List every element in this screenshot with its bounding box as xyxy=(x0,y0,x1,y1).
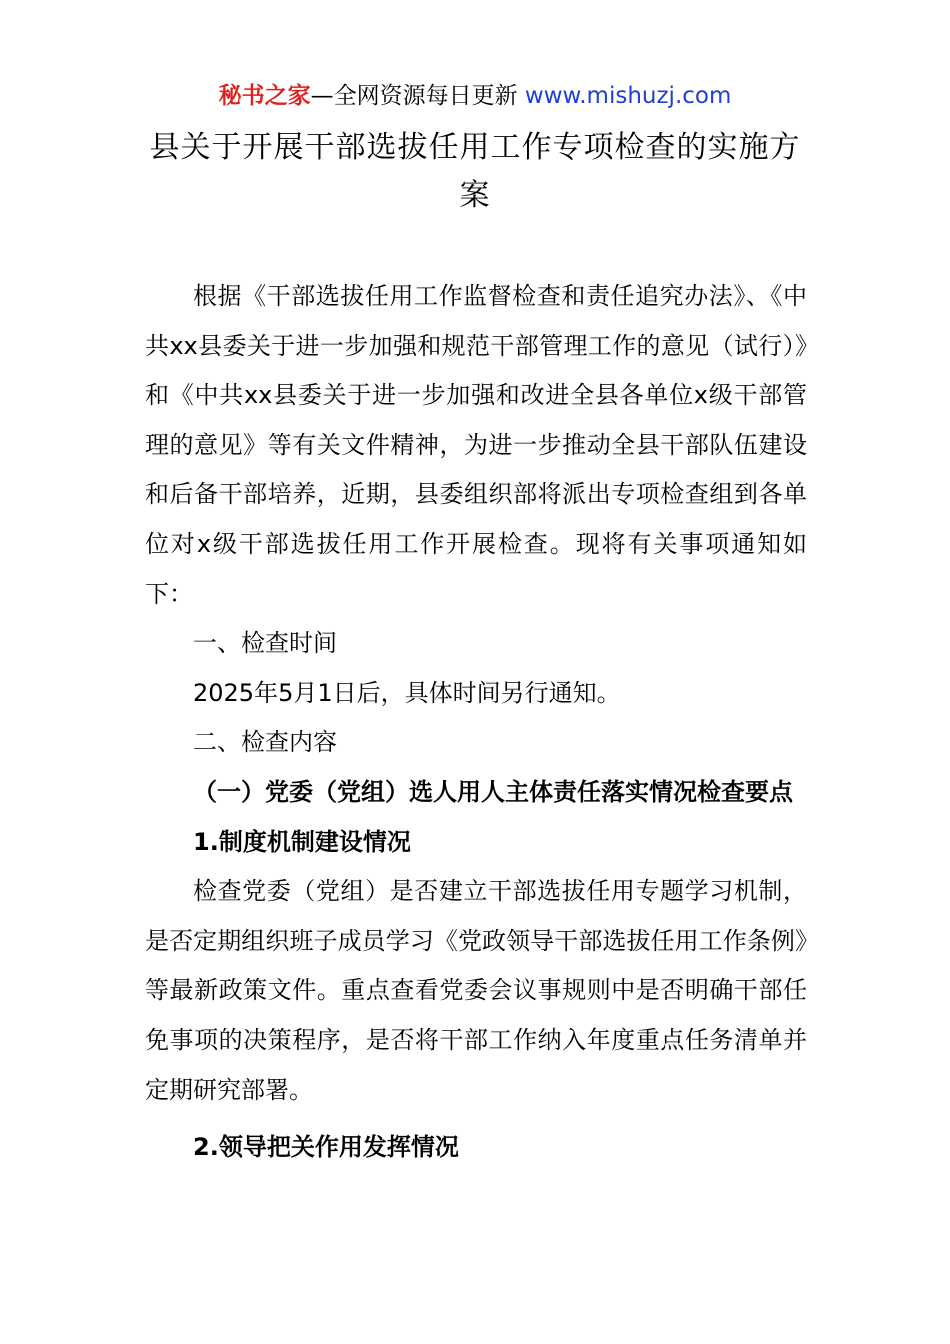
section-heading-content: 二、检查内容 xyxy=(193,728,337,757)
section-heading-time: 一、检查时间 xyxy=(193,629,337,658)
document-title: 县关于开展干部选拔任用工作专项检查的实施方案 xyxy=(149,130,801,213)
site-brand: 秘书之家 xyxy=(218,83,311,109)
intro-paragraph: 根据《干部选拔任用工作监督检查和责任追究办法》、《中共xx县委关于进一步加强和规范干部管理工作的意见（试行）》和《中共xx县委关于进一步加强和改进全县各单位x级干部管理的意见》等有关文件精神，为进一步推动全县干部队伍建设和后备干部培养，近期，县委组织部将派出专项检查组到各单位对x级干部选拔任用工作开展检查。现将有关事项通知如下： xyxy=(145,282,807,608)
subsection-heading-1: （一）党委（党组）选人用人主体责任落实情况检查要点 xyxy=(193,777,793,806)
time-paragraph: 2025年5月1日后，具体时间另行通知。 xyxy=(193,678,621,707)
site-header xyxy=(0,80,950,112)
site-tagline: —全网资源每日更新 xyxy=(310,83,525,109)
item-heading-1: 1.制度机制建设情况 xyxy=(193,827,411,856)
item-heading-2: 2.领导把关作用发挥情况 xyxy=(193,1133,459,1162)
item-paragraph-1: 检查党委（党组）是否建立干部选拔任用专题学习机制，是否定期组织班子成员学习《党政领导干部选拔任用工作条例》等最新政策文件。重点查看党委会议事规则中是否明确干部任免事项的决策程序，是否将干部工作纳入年度重点任务清单并定期研究部署。 xyxy=(145,877,807,1104)
site-url-link[interactable]: www.mishuzj.com xyxy=(524,83,732,109)
document-body xyxy=(145,272,807,1173)
